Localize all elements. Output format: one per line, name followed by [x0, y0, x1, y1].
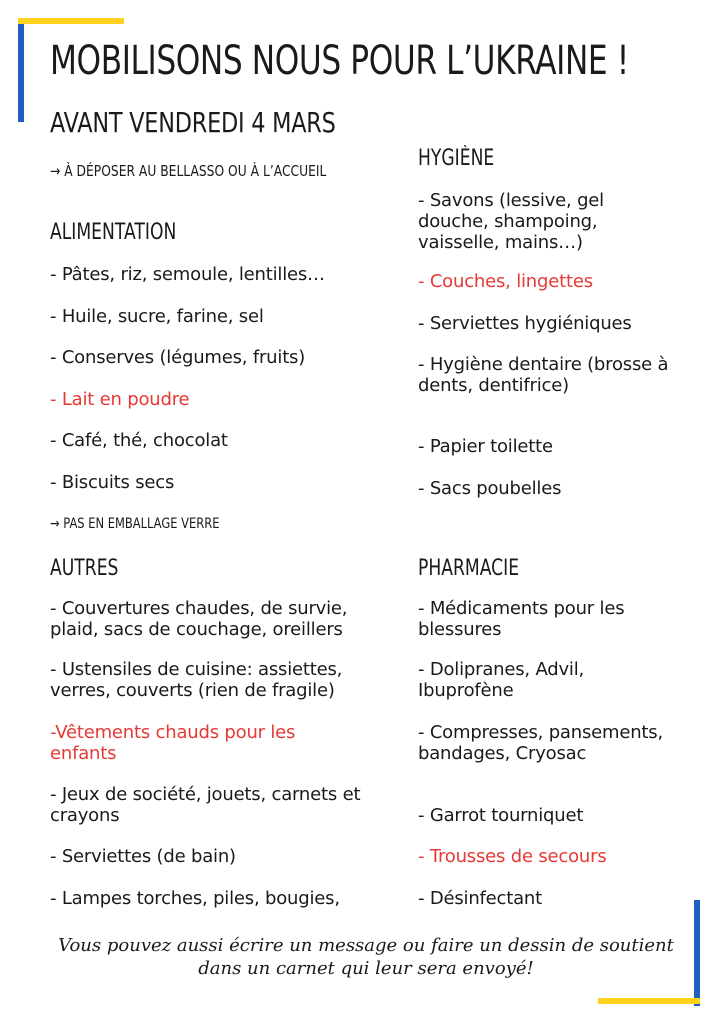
- section-heading-pharmacie: PHARMACIE: [418, 556, 520, 581]
- section-heading-alimentation: ALIMENTATION: [50, 220, 177, 245]
- list-item: - Serviettes (de bain): [50, 846, 236, 867]
- list-item: - Serviettes hygiéniques: [418, 313, 632, 334]
- list-item-highlighted: - Trousses de secours: [418, 846, 607, 867]
- list-item: - Jeux de société, jouets, carnets et crayons: [50, 784, 361, 826]
- list-item: - Garrot tourniquet: [418, 805, 584, 826]
- list-item: - Papier toilette: [418, 436, 553, 457]
- section-heading-hygiene: HYGIÈNE: [418, 146, 495, 171]
- list-item: - Café, thé, chocolat: [50, 430, 228, 451]
- deposit-note: → À DÉPOSER AU BELLASSO OU À L’ACCUEIL: [50, 162, 327, 180]
- accent-bar-yellow-bottom-right: [598, 998, 700, 1004]
- accent-bar-blue-top-left: [18, 18, 24, 122]
- list-item: - Lampes torches, piles, bougies,: [50, 888, 340, 909]
- accent-bar-blue-bottom-right: [694, 900, 700, 1006]
- list-item-highlighted: -Vêtements chauds pour les enfants: [50, 722, 296, 764]
- footer-message: Vous pouvez aussi écrire un message ou faire un dessin de soutient dans un carnet qui leur sera envoyé!: [58, 935, 674, 979]
- list-item: - Pâtes, riz, semoule, lentilles…: [50, 264, 325, 285]
- list-item-highlighted: - Couches, lingettes: [418, 271, 593, 292]
- list-item: - Ustensiles de cuisine: assiettes, verres, couverts (rien de fragile): [50, 659, 343, 701]
- list-item: - Biscuits secs: [50, 472, 175, 493]
- list-item: - Sacs poubelles: [418, 478, 562, 499]
- list-item: - Dolipranes, Advil, Ibuprofène: [418, 659, 585, 701]
- glass-packaging-note: → PAS EN EMBALLAGE VERRE: [50, 516, 220, 532]
- list-item: - Hygiène dentaire (brosse à dents, dentifrice): [418, 354, 669, 396]
- list-item: - Médicaments pour les blessures: [418, 598, 625, 640]
- list-item-highlighted: - Lait en poudre: [50, 389, 190, 410]
- list-item: - Savons (lessive, gel douche, shampoing, vaisselle, mains…): [418, 190, 604, 253]
- list-item: - Désinfectant: [418, 888, 542, 909]
- accent-bar-yellow-top-left: [18, 18, 124, 24]
- list-item: - Huile, sucre, farine, sel: [50, 306, 264, 327]
- page-title: MOBILISONS NOUS POUR L’UKRAINE !: [50, 38, 629, 84]
- list-item: - Compresses, pansements, bandages, Cryosac: [418, 722, 663, 764]
- list-item: - Couvertures chaudes, de survie, plaid, sacs de couchage, oreillers: [50, 598, 348, 640]
- deadline-subtitle: AVANT VENDREDI 4 MARS: [50, 106, 336, 139]
- list-item: - Conserves (légumes, fruits): [50, 347, 306, 368]
- section-heading-autres: AUTRES: [50, 556, 119, 581]
